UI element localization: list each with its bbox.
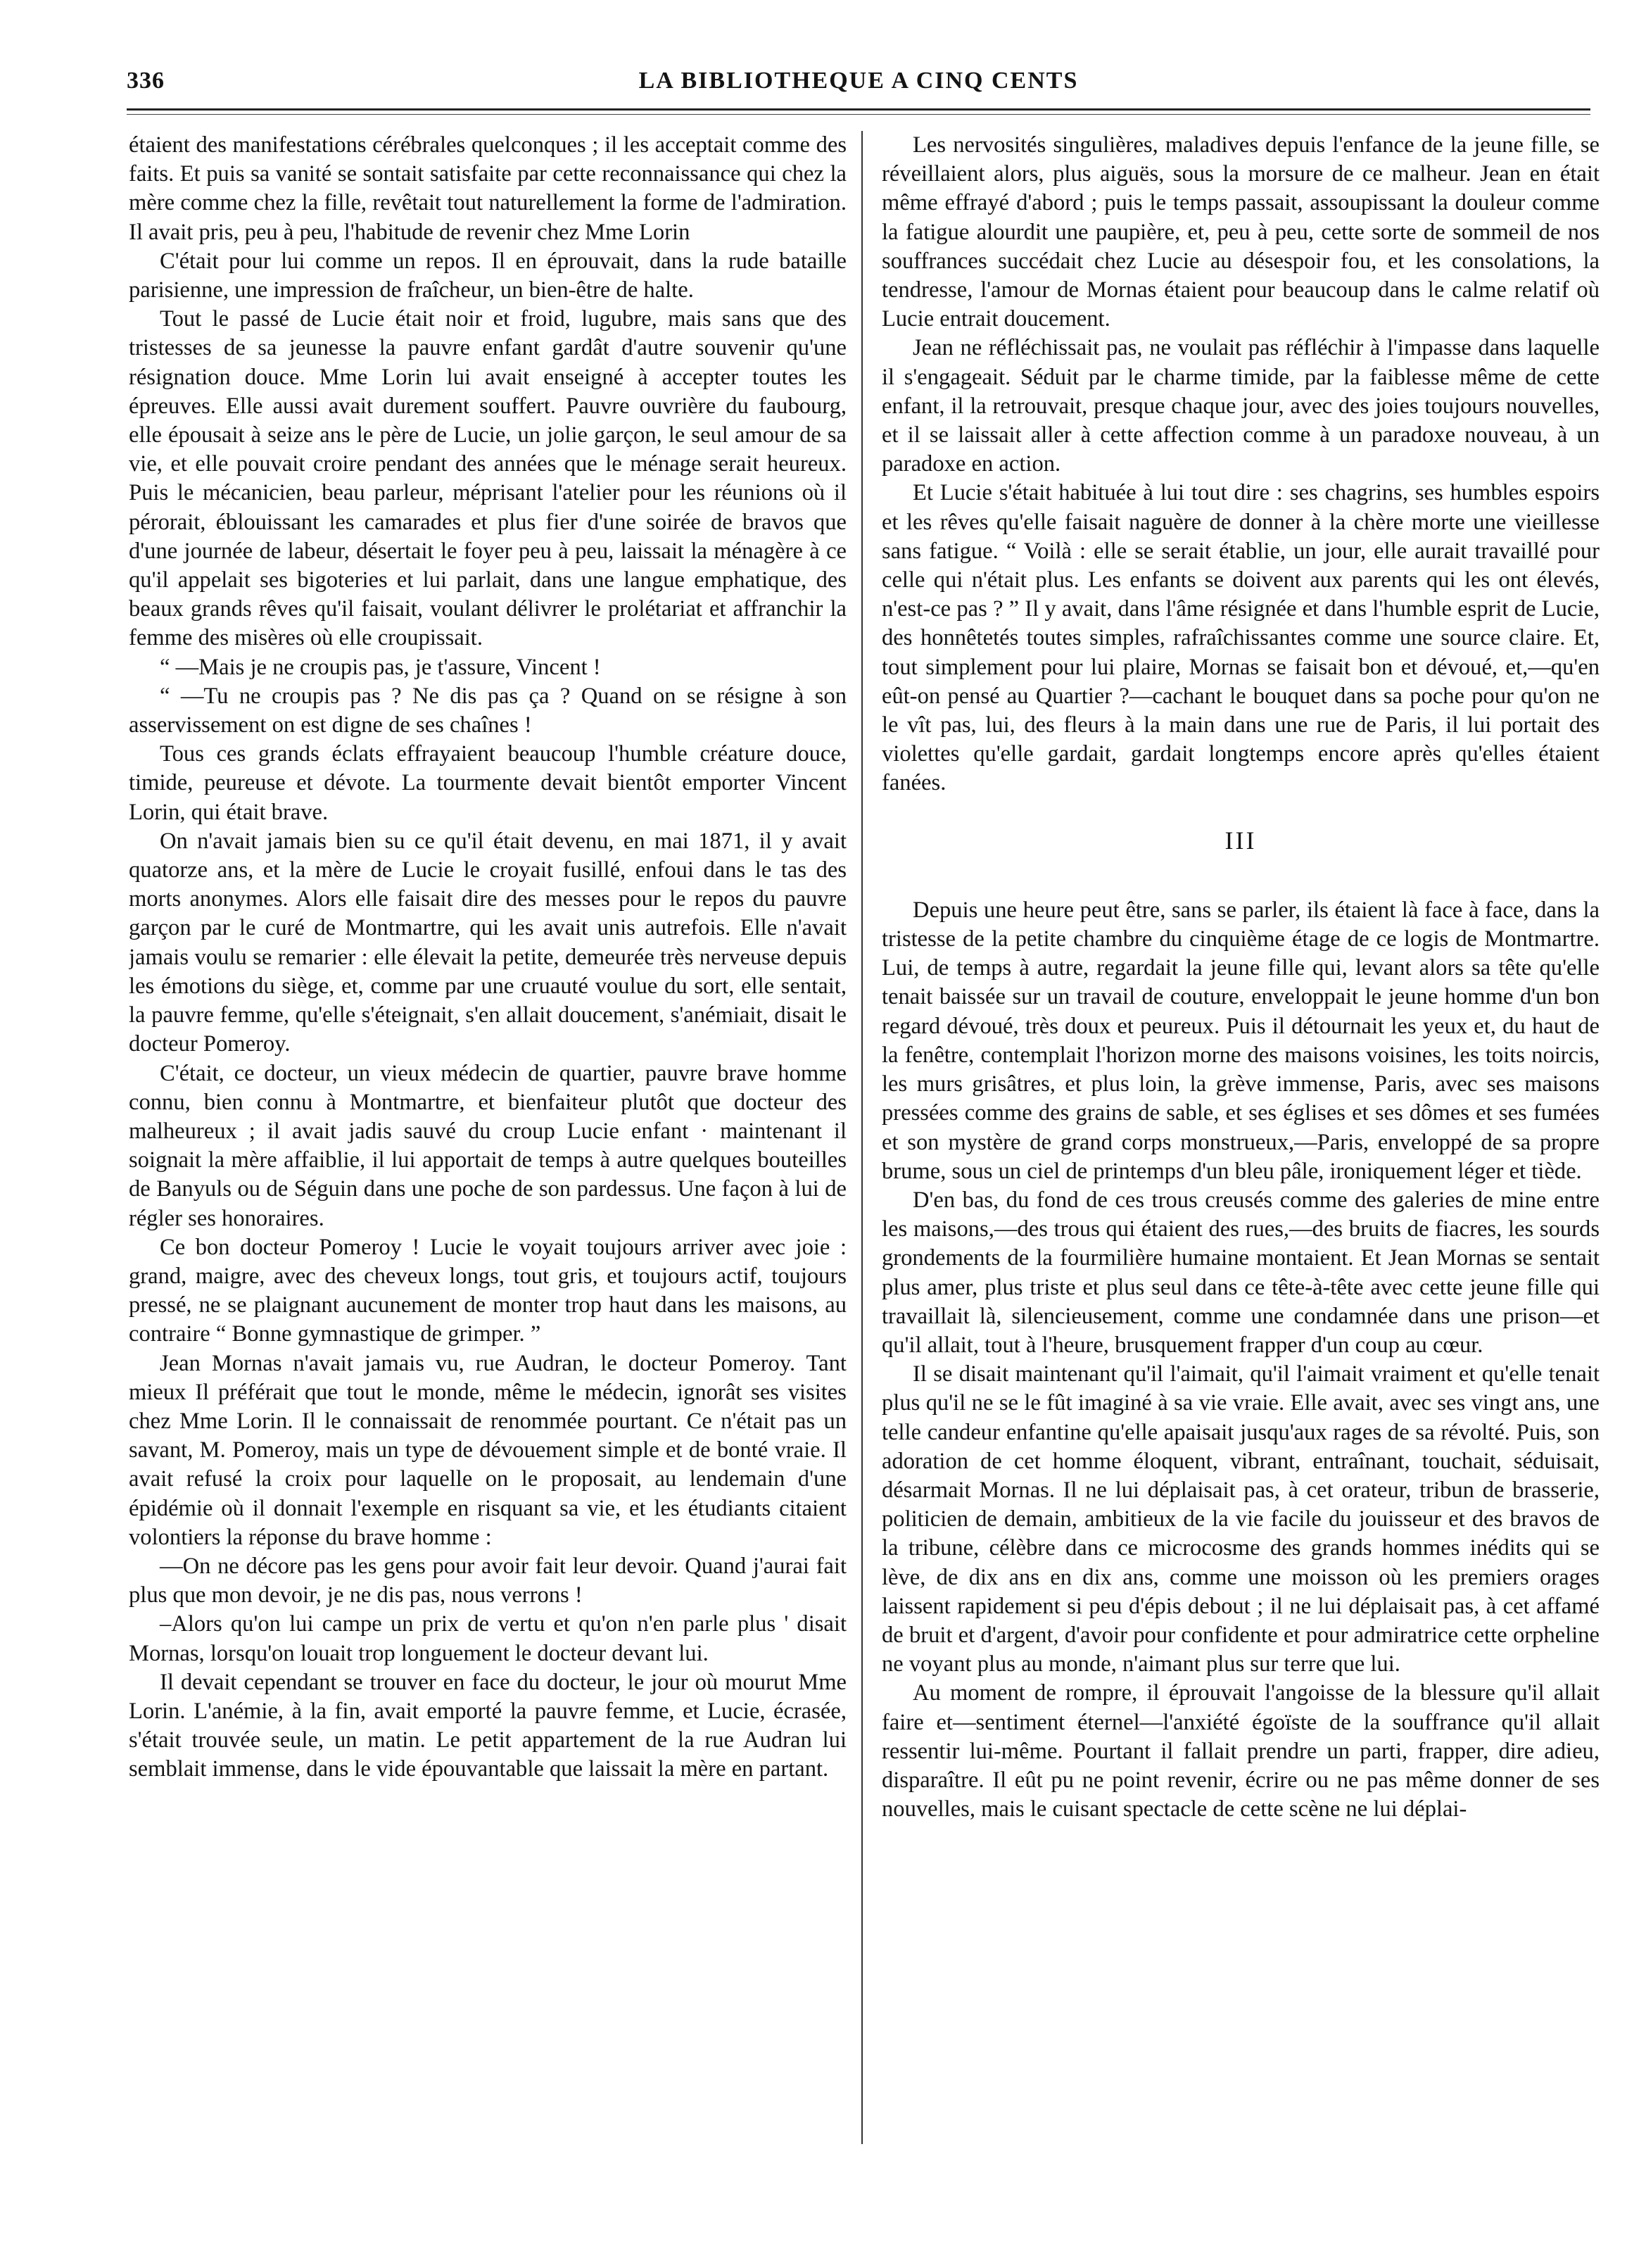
paragraph: “ —Mais je ne croupis pas, je t'assure, Vincent ! (160, 654, 601, 680)
paragraph: Depuis une heure peut être, sans se parler, ils étaient là face à face, dans la tristesse de la petite chambre du cinquième étage de ce logis de Montmartre. Lui, de temps à autre, regardait la jeune fille qui, levant alors sa tête qu'elle tenait baissée sur un travail de couture, enveloppait le jeune homme d'un bon regard dévoué, très doux et peureux. Puis il détournait les yeux et, du haut de la fenêtre, contemplait l'horizon morne des maisons voisines, les toits noircis, les murs grisâtres, et plus loin, la grève immense, Paris, avec ses maisons pressées comme des grains de sable, et ses églises et ses dômes et ses fumées et son mystère de grand corps monstrueux,—Paris, enveloppé de sa propre brume, sous un ciel de printemps d'un bleu pâle, ironiquement léger et tiède. (882, 897, 1600, 1184)
right-column (882, 131, 1600, 2172)
column-divider (861, 131, 863, 2144)
paragraph: C'était, ce docteur, un vieux médecin de quartier, pauvre brave homme connu, bien connu à Montmartre, et bienfaiteur plutôt que docteur des malheureux ; il avait jadis sauvé du croup Lucie enfant · maintenant il soignait la mère affaiblie, il lui apportait de temps à autre quelques bouteilles de Banyuls ou de Séguin dans une poche de son pardessus. Une façon à lui de régler ses honoraires. (129, 1060, 847, 1231)
header-rule (127, 108, 1590, 111)
page-header (127, 65, 1590, 104)
paragraph: On n'avait jamais bien su ce qu'il était devenu, en mai 1871, il y avait quatorze ans, et la mère de Lucie le croyait fusillé, enfoui dans le tas des morts anonymes. Alors elle faisait dire des messes pour le repos du pauvre garçon par le curé de Montmartre, qui les avait unis autrefois. Elle n'avait jamais voulu se remarier : elle élevait la petite, demeurée très nerveuse depuis les émotions du siège, et, comme par une cruauté voulue du sort, elle sentait, la pauvre femme, qu'elle s'éteignait, s'en allait doucement, s'anémiait, disait le docteur Pomeroy. (129, 828, 847, 1057)
paragraph: Tout le passé de Lucie était noir et froid, lugubre, mais sans que des tristesses de sa jeunesse la pauvre enfant gardât d'autre souvenir qu'une résignation douce. Mme Lorin lui avait enseigné à accepter toutes les épreuves. Elle aussi avait durement souffert. Pauvre ouvrière du faubourg, elle épousait à seize ans le père de Lucie, un jolie garçon, le seul amour de sa vie, et elle pouvait croire pendant des années que le ménage serait heureux. Puis le mécanicien, beau parleur, méprisant l'atelier pour les réunions où il pérorait, éblouissant les camarades et plus fier d'une soirée de bravos que d'une journée de labeur, désertait le foyer peu à peu, laissait la ménagère à ce qu'il appelait ses bigoteries et lui parlait, dans une langue emphatique, des beaux grands rêves qu'il faisait, voulant délivrer le prolétariat et affranchir la femme des misères où elle croupissait. (129, 306, 847, 651)
paragraph: C'était pour lui comme un repos. Il en éprouvait, dans la rude bataille parisienne, une impression de fraîcheur, un bien-être de halte. (129, 248, 847, 303)
paragraph: “ —Tu ne croupis pas ? Ne dis pas ça ? Quand on se résigne à son asservissement on est digne de ses chaînes ! (129, 683, 847, 738)
paragraph: Tous ces grands éclats effrayaient beaucoup l'humble créature douce, timide, peureuse et dévote. La tourmente devait bientôt emporter Vincent Lorin, qui était brave. (129, 741, 847, 825)
paragraph: —On ne décore pas les gens pour avoir fait leur devoir. Quand j'aurai fait plus que mon devoir, je ne dis pas, nous verrons ! (129, 1553, 847, 1608)
paragraph: étaient des manifestations cérébrales quelconques ; il les acceptait comme des faits. Et puis sa vanité se sontait satisfaite par cette reconnaissance qui chez la mère comme chez la fille, revêtait tout naturellement la forme de l'admiration. Il avait pris, peu à peu, l'habitude de revenir chez Mme Lorin (129, 132, 847, 245)
paragraph: Au moment de rompre, il éprouvait l'angoisse de la blessure qu'il allait faire et—sentiment éternel—l'anxiété égoïste de la souffrance qu'il allait ressentir lui-même. Pourtant il fallait prendre un parti, frapper, dire adieu, disparaître. Il eût pu ne point revenir, écrire ou ne pas même donner de ses nouvelles, mais le cuisant spectacle de cette scène ne lui déplai- (882, 1680, 1600, 1822)
page-number: 336 (127, 68, 165, 94)
paragraph: Ce bon docteur Pomeroy ! Lucie le voyait toujours arriver avec joie : grand, maigre, avec des cheveux longs, tout gris, et toujours actif, toujours pressé, ne se plaignant aucunement de monter trop haut dans les maisons, au contraire “ Bonne gymnastique de grimper. ” (129, 1234, 847, 1347)
paragraph: Jean ne réfléchissait pas, ne voulait pas réfléchir à l'impasse dans laquelle il s'engageait. Séduit par le charme timide, par la faiblesse même de cette enfant, il la retrouvait, presque chaque jour, avec des joies toujours nouvelles, et il se laissait aller à cette affection comme à un paradoxe nouveau, à un paradoxe en action. (882, 335, 1600, 477)
paragraph: D'en bas, du fond de ces trous creusés comme des galeries de mine entre les maisons,—des trous qui étaient des rues,—des bruits de fiacres, les sourds grondements de la fourmilière humaine montaient. Et Jean Mornas se sentait plus amer, plus triste et plus seul dans ce tête-à-tête avec cette jeune fille qui travaillait là, silencieusement, comme une condamnée dans une prison—et qu'il allait, tout à l'heure, brusquement frapper d'un coup au cœur. (882, 1187, 1600, 1358)
paragraph: –Alors qu'on lui campe un prix de vertu et qu'on n'en parle plus ' disait Mornas, lorsqu'on louait trop longuement le docteur devant lui. (129, 1611, 847, 1666)
paragraph: Jean Mornas n'avait jamais vu, rue Audran, le docteur Pomeroy. Tant mieux Il préférait que tout le monde, même le médecin, ignorât ses visites chez Mme Lorin. Il le connaissait de renommée pourtant. Ce n'était pas un savant, M. Pomeroy, mais un type de dévouement simple et de bonté vraie. Il avait refusé la croix pour laquelle on le proposait, au lendemain d'une épidémie où il donnait l'exemple en risquant sa vie, et les étudiants citaient volontiers la réponse du brave homme : (129, 1350, 847, 1550)
paragraph: Il se disait maintenant qu'il l'aimait, qu'il l'aimait vraiment et qu'elle tenait plus qu'il ne se le fût imaginé à sa vie vraie. Elle avait, avec ses vingt ans, une telle candeur enfantine qu'elle apaisait jusqu'aux rages de sa révolté. Puis, son adoration de cet homme éloquent, vibrant, entraînant, touchait, séduisait, désarmait Mornas. Il ne lui déplaisait pas, à cet orateur, tribun de brasserie, politicien de demain, ambitieux de la vie facile du jouisseur et des bravos de la tribune, célèbre dans ce microcosme des grands hommes inédits qui se lève, de dix ans en dix ans, comme une moisson où les premiers orages laissent rapidement si peu d'épis debout ; il ne lui déplaisait pas, à cet affamé de bruit et d'argent, d'avoir pour confidente et pour admiratrice cette orpheline ne voyant plus au monde, n'aimant plus sur terre que lui. (882, 1361, 1600, 1677)
paragraph: Et Lucie s'était habituée à lui tout dire : ses chagrins, ses humbles espoirs et les rêves qu'elle faisait naguère de donner à la chère morte une vieillesse sans fatigue. “ Voilà : elle se serait établie, un jour, elle aurait travaillé pour celle qui n'était plus. Les enfants se doivent aux parents qui les ont élevés, n'est-ce pas ? ” Il y avait, dans l'âme résignée et dans l'humble esprit de Lucie, des honnêtetés toutes simples, rafraîchissantes comme une source claire. Et, tout simplement pour lui plaire, Mornas se faisait bon et dévoué, et,—qu'en eût-on pensé au Quartier ?—cachant le bouquet dans sa poche pour qu'on ne le vît pas, lui, des fleurs à la main dans une rue de Paris, il lui portait des violettes qu'elle gardait, gardait longtemps encore après qu'elles étaient fanées. (882, 480, 1600, 796)
paragraph: Il devait cependant se trouver en face du docteur, le jour où mourut Mme Lorin. L'anémie, à la fin, avait emporté la pauvre femme, et Lucie, écrasée, s'était trouvée seule, un matin. Le petit appartement de la rue Audran lui semblait immense, dans le vide épouvantable que laissait la mère en partant. (129, 1669, 847, 1782)
section-heading: III (1224, 826, 1257, 855)
header-rule-thin (127, 114, 1590, 115)
left-column (129, 131, 847, 2172)
paragraph: Les nervosités singulières, maladives depuis l'enfance de la jeune fille, se réveillaient alors, plus aiguës, sous la morsure de ce malheur. Jean en était même effrayé d'abord ; puis le temps passait, assoupissant la douleur comme la fatigue alourdit une paupière, et, peu à peu, cette sorte de sommeil de nos souffrances succédait chez Lucie au désespoir fou, et les consolations, la tendresse, l'amour de Mornas étaient pour beaucoup dans le calme relatif où Lucie entrait doucement. (882, 132, 1600, 332)
running-title: LA BIBLIOTHEQUE A CINQ CENTS (638, 68, 1079, 94)
